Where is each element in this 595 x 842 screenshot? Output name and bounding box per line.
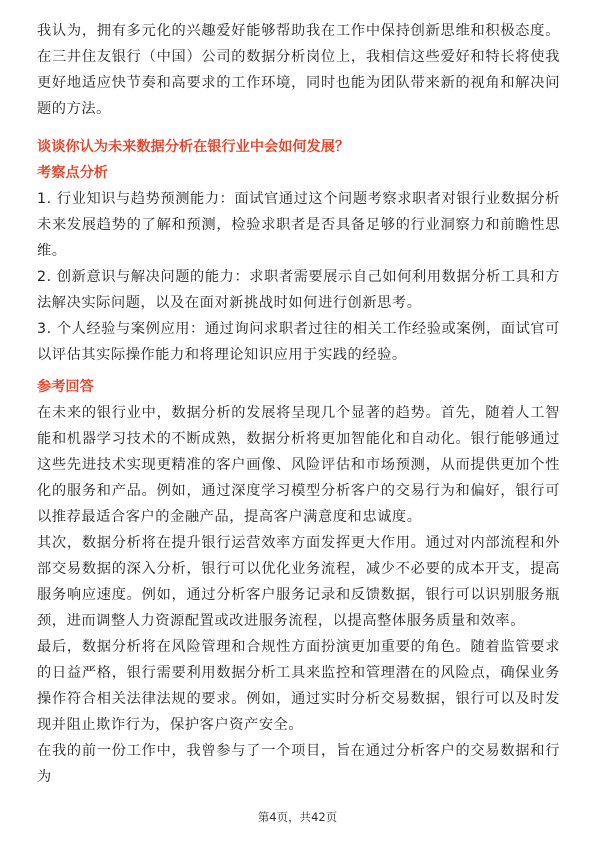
- answer-heading: 参考回答: [37, 379, 94, 395]
- answer-paragraph-2: 其次，数据分析将在提升银行运营效率方面发挥更大作用。通过对内部流程和外部交易数据的深入分析，银行可以优化业务流程，减少不必要的成本开支，提高服务响应速度。例如，通过分析客户服务记录和反馈数据，银行可以识别服务瓶颈，进而调整人力资源配置或改进服务流程，以提高整体服务质量和效率。: [37, 535, 560, 629]
- analysis-heading: 考察点分析: [37, 165, 108, 181]
- answer-paragraph-1: 在未来的银行业中，数据分析的发展将呈现几个显著的趋势。首先，随着人工智能和机器学习技术的不断成熟，数据分析将更加智能化和自动化。银行能够通过这些先进技术实现更精准的客户画像、风险评估和市场预测，从而提供更加个性化的服务和产品。例如，通过深度学习模型分析客户的交易行为和偏好，银行可以推荐最适合客户的金融产品，提高客户满意度和忠诚度。: [37, 405, 560, 525]
- analysis-point-3: 3. 个人经验与案例应用：通过询问求职者过往的相关工作经验或案例，面试官可以评估其实际操作能力和将理论知识应用于实践的经验。: [37, 321, 560, 363]
- intro-paragraph: 我认为，拥有多元化的兴趣爱好能够帮助我在工作中保持创新思维和积极态度。在三井住友银行（中国）公司的数据分析岗位上，我相信这些爱好和特长将使我更好地适应快节奏和高要求的工作环境，同时也能为团队带来新的视角和解决问题的方法。: [37, 23, 560, 117]
- analysis-point-1: 1. 行业知识与趋势预测能力：面试官通过这个问题考察求职者对银行业数据分析未来发展趋势的了解和预测，检验求职者是否具备足够的行业洞察力和前瞻性思维。: [37, 191, 560, 259]
- page-number: 第4页，共42页: [257, 810, 338, 824]
- answer-paragraph-3: 最后，数据分析将在风险管理和合规性方面扮演更加重要的角色。随着监管要求的日益严格，银行需要利用数据分析工具来监控和管理潜在的风险点，确保业务操作符合相关法律法规的要求。例如，通过实时分析交易数据，银行可以及时发现并阻止欺诈行为，保护客户资产安全。: [37, 639, 560, 733]
- analysis-point-2: 2. 创新意识与解决问题的能力：求职者需要展示自己如何利用数据分析工具和方法解决实际问题，以及在面对新挑战时如何进行创新思考。: [37, 269, 560, 311]
- question-heading: 谈谈你认为未来数据分析在银行业中会如何发展？: [37, 139, 350, 155]
- answer-paragraph-4: 在我的前一份工作中，我曾参与了一个项目，旨在通过分析客户的交易数据和行为: [37, 743, 560, 785]
- document-page: [37, 18, 560, 790]
